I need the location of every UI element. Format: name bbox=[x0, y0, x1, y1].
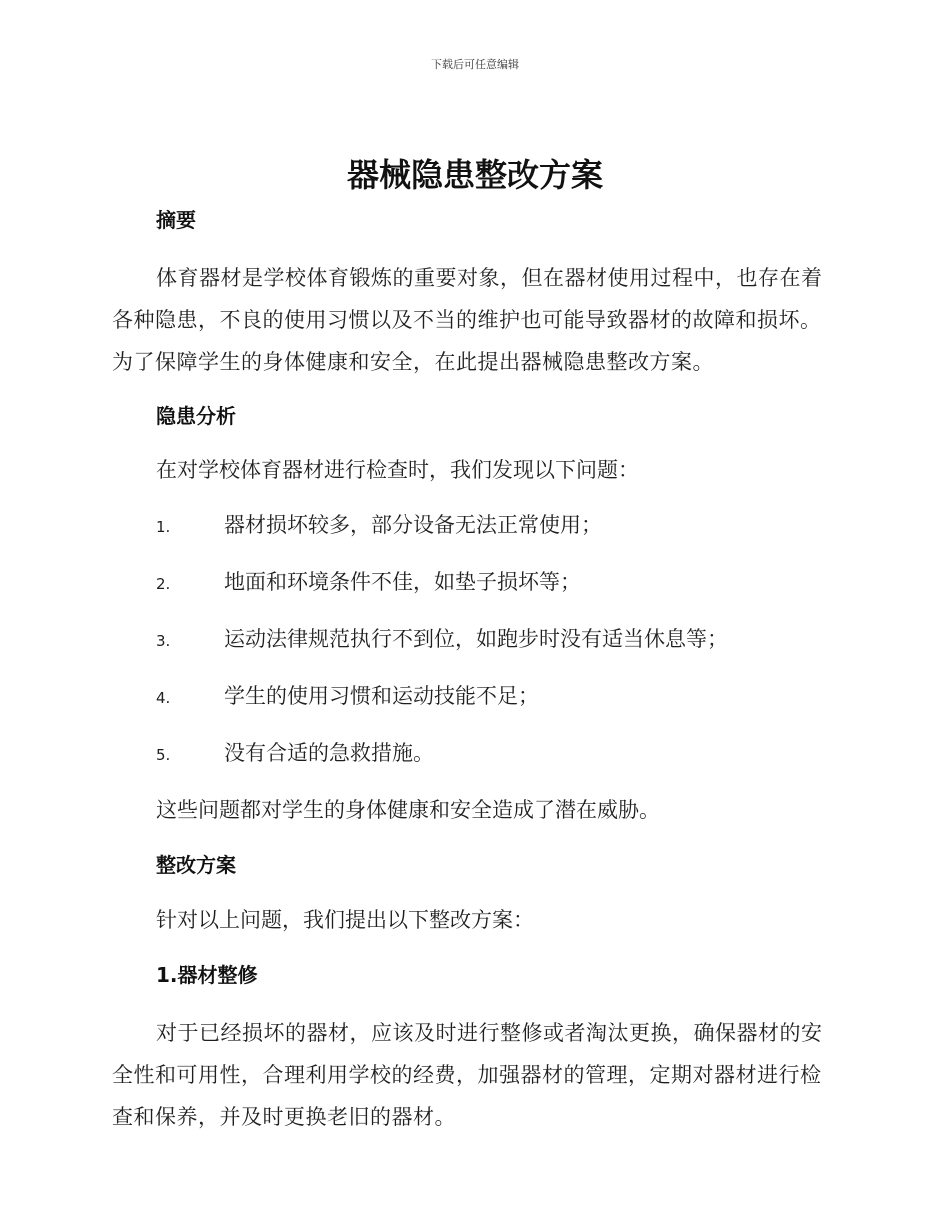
list-item bbox=[112, 736, 831, 772]
analysis-intro: 在对学校体育器材进行检查时，我们发现以下问题： bbox=[156, 458, 639, 482]
page-header: 下载后可任意编辑 bbox=[431, 58, 519, 71]
list-number: 1. bbox=[156, 518, 171, 536]
problem-list bbox=[112, 508, 831, 772]
list-number: 4. bbox=[156, 689, 171, 707]
list-number: 3. bbox=[156, 632, 171, 650]
list-text: 运动法律规范执行不到位，如跑步时没有适当休息等； bbox=[224, 627, 728, 651]
subsection-heading-equipment-repair: 1.器材整修 bbox=[156, 963, 258, 987]
equipment-repair-paragraph: 对于已经损坏的器材，应该及时进行整修或者淘汰更换，确保器材的安全性和可用性，合理利用学校的经费，加强器材的管理，定期对器材进行检查和保养，并及时更换老旧的器材。 bbox=[112, 1021, 823, 1129]
list-item bbox=[112, 679, 831, 715]
list-item bbox=[112, 622, 831, 658]
abstract-paragraph: 体育器材是学校体育锻炼的重要对象，但在器材使用过程中，也存在着各种隐患，不良的使用习惯以及不当的维护也可能导致器材的故障和损坏。为了保障学生的身体健康和安全，在此提出器械隐患整改方案。 bbox=[112, 266, 823, 374]
list-text: 没有合适的急救措施。 bbox=[224, 741, 434, 765]
list-number: 5. bbox=[156, 746, 171, 764]
list-item bbox=[112, 565, 831, 601]
section-heading-abstract: 摘要 bbox=[156, 208, 196, 232]
list-item bbox=[112, 508, 831, 544]
plan-intro: 针对以上问题，我们提出以下整改方案： bbox=[156, 908, 534, 932]
list-text: 器材损坏较多，部分设备无法正常使用； bbox=[224, 513, 602, 537]
section-heading-analysis: 隐患分析 bbox=[156, 404, 236, 428]
analysis-conclusion: 这些问题都对学生的身体健康和安全造成了潜在威胁。 bbox=[156, 798, 660, 822]
list-text: 地面和环境条件不佳，如垫子损坏等； bbox=[224, 570, 581, 594]
list-number: 2. bbox=[156, 575, 171, 593]
document-title: 器械隐患整改方案 bbox=[346, 156, 603, 194]
list-text: 学生的使用习惯和运动技能不足； bbox=[224, 684, 539, 708]
section-heading-plan: 整改方案 bbox=[156, 853, 236, 877]
document-body bbox=[112, 203, 831, 1138]
